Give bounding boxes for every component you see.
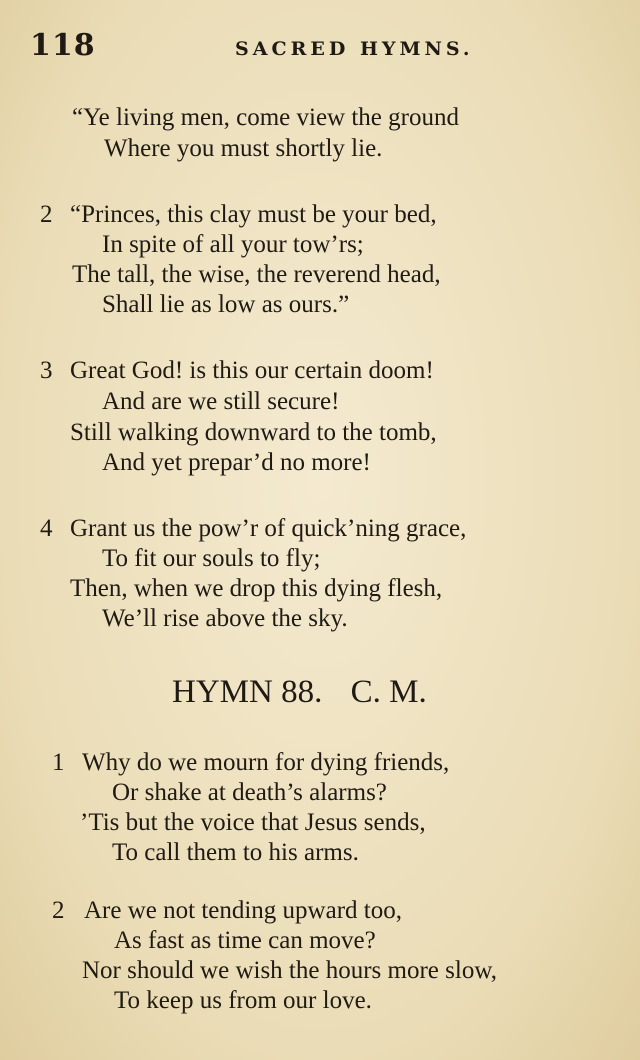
hymn-meter: C. M. [350, 674, 427, 710]
stanza-number: 1 [52, 749, 65, 776]
verse-line: Shall lie as low as ours.” [102, 291, 350, 318]
verse-line: Or shake at death’s alarms? [112, 779, 387, 806]
verse-line: Still walking downward to the tomb, [70, 419, 437, 446]
verse-line: And yet prepar’d no more! [102, 449, 371, 476]
verse-line: And are we still secure! [102, 388, 340, 415]
verse-line: Great God! is this our certain doom! [70, 357, 434, 384]
verse-line: As fast as time can move? [114, 927, 376, 954]
page-header [30, 28, 630, 68]
verse-line: “Ye living men, come view the ground [72, 104, 459, 131]
verse-line: To keep us from our love. [114, 987, 372, 1014]
verse-line: The tall, the wise, the reverend head, [72, 261, 441, 288]
verse-line: Then, when we drop this dying flesh, [70, 575, 443, 602]
verse-line: To fit our souls to fly; [102, 545, 321, 572]
verse-line: Why do we mourn for dying friends, [82, 749, 450, 776]
verse-line: Are we not tending upward too, [84, 897, 402, 924]
verse-line: We’ll rise above the sky. [102, 605, 348, 632]
verse-line: In spite of all your tow’rs; [102, 231, 364, 258]
verse-line: Grant us the pow’r of quick’ning grace, [70, 515, 467, 542]
page-number: 118 [30, 28, 96, 63]
hymn-heading [172, 674, 427, 710]
running-head: SACRED HYMNS. [235, 38, 474, 60]
verse-line: ’Tis but the voice that Jesus sends, [80, 809, 426, 836]
verse-line: Where you must shortly lie. [104, 135, 383, 162]
hymn-title: HYMN 88. [172, 674, 323, 710]
stanza-number: 2 [40, 201, 53, 228]
stanza-number: 4 [40, 515, 53, 542]
stanza-number: 3 [40, 357, 53, 384]
verse-line: “Princes, this clay must be your bed, [70, 201, 437, 228]
verse-line: To call them to his arms. [112, 839, 359, 866]
stanza-number: 2 [52, 897, 65, 924]
verse-line: Nor should we wish the hours more slow, [82, 957, 498, 984]
